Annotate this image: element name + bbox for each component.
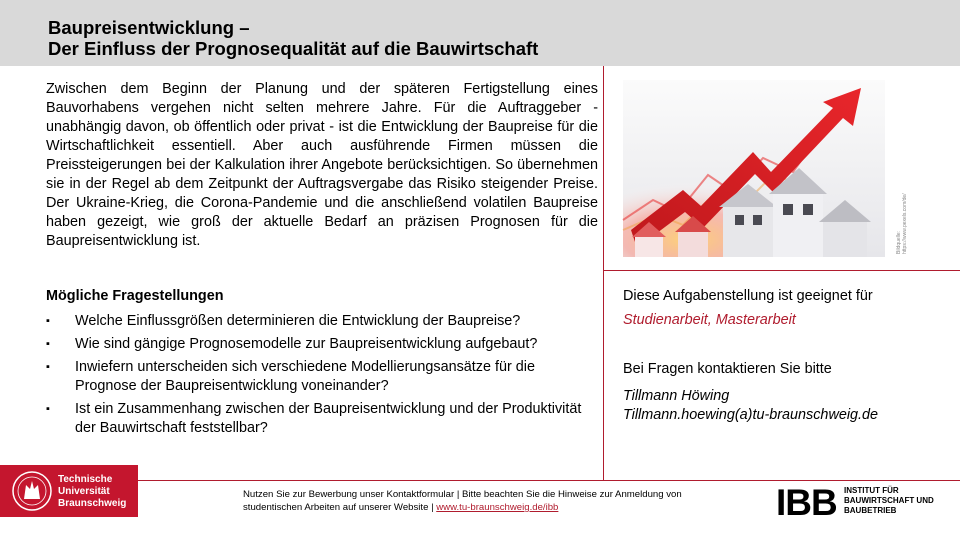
question-item [46,358,598,396]
ibb-logo-line-1: INSTITUT FÜR [844,486,899,495]
footer-divider [138,480,960,481]
footer-line-2 [243,501,682,514]
image-credit [895,84,907,256]
question-text: Inwiefern unterscheiden sich verschiedene Modellierungsansätze für die Prognose der Baupreisentwicklung voneinander? [75,359,535,394]
questions-heading: Mögliche Fragestellungen [46,288,224,304]
footer-line-1: Nutzen Sie zur Bewerbung unser Kontaktformular | Bitte beachten Sie die Hinweise zur Anmeldung von [243,489,682,500]
questions-list [46,312,598,442]
suitability-types: Studienarbeit, Masterarbeit [623,312,796,328]
contact-name: Tillmann Höwing [623,388,730,404]
credit-line-1: Bildquelle: [896,230,902,254]
vertical-divider [603,66,604,480]
tu-braunschweig-logo[interactable] [0,465,138,517]
question-text: Welche Einflussgrößen determinieren die Entwicklung der Baupreise? [75,313,521,329]
question-text: Ist ein Zusammenhang zwischen der Baupreisentwicklung und der Produktivität der Bauwirtschaft feststellbar? [75,401,582,436]
ibb-logo-line-2: BAUWIRTSCHAFT UND [844,496,934,505]
ibb-logo-line-3: BAUBETRIEB [844,506,897,515]
tu-logo-line-3: Braunschweig [58,498,127,509]
tu-logo-graphic [0,465,138,517]
contact-person [623,387,878,425]
question-item [46,400,598,438]
footer-line-2-text: studentischen Arbeiten auf unserer Website | [243,502,434,513]
rising-prices-photo [623,80,885,257]
page-title [48,17,538,59]
intro-text: Zwischen dem Beginn der Planung und der späteren Fertigstellung eines Bauvorhabens vergehen nicht selten mehrere Jahre. Für die Auftraggeber - unabhängig davon, ob öffentlich oder privat - ist die Entwicklung der Baupreise für die Wirtschaftlichkeit essentiell. Aber auch ausführende Firmen müssen die Preissteigerungen bei der Kalkulation ihrer Angebote berücksichtigen. So übernehmen sie in der Regel ab dem Zeitpunkt der Auftragsvergabe das Risiko steigender Preise. Der Ukraine-Krieg, die Corona-Pandemie und die anschließend volatilen Baupreise haben gezeigt, wie groß der aktuelle Bedarf an präzisen Prognosen für die Baupreisentwicklung ist. [46,81,598,249]
header-bar [0,0,960,66]
suitability-label: Diese Aufgabenstellung ist geeignet für [623,288,873,304]
bullet-icon: ▪ [46,403,50,415]
bullet-icon: ▪ [46,361,50,373]
tu-logo-line-1: Technische [58,474,113,485]
website-link[interactable]: www.tu-braunschweig.de/ibb [436,502,559,513]
contact-email[interactable]: Tillmann.hoewing(a)tu-braunschweig.de [623,407,879,423]
credit-line-2: https://www.pexels.com/de/ [902,193,908,254]
question-text: Wie sind gängige Prognosemodelle zur Baupreisentwicklung aufgebaut? [75,336,538,352]
right-divider [603,270,960,271]
ibb-logo[interactable] [776,482,956,523]
question-item [46,335,598,354]
footer-text [243,488,682,514]
bullet-icon: ▪ [46,315,50,327]
title-line-1: Baupreisentwicklung – [48,17,250,38]
contact-label: Bei Fragen kontaktieren Sie bitte [623,361,832,377]
question-item [46,312,598,331]
bullet-icon: ▪ [46,338,50,350]
tu-logo-line-2: Universität [58,486,110,497]
lion-icon [24,481,40,499]
ibb-logo-abbr: IBB [776,482,837,523]
title-line-2: Der Einfluss der Prognosequalität auf die Bauwirtschaft [48,38,539,59]
